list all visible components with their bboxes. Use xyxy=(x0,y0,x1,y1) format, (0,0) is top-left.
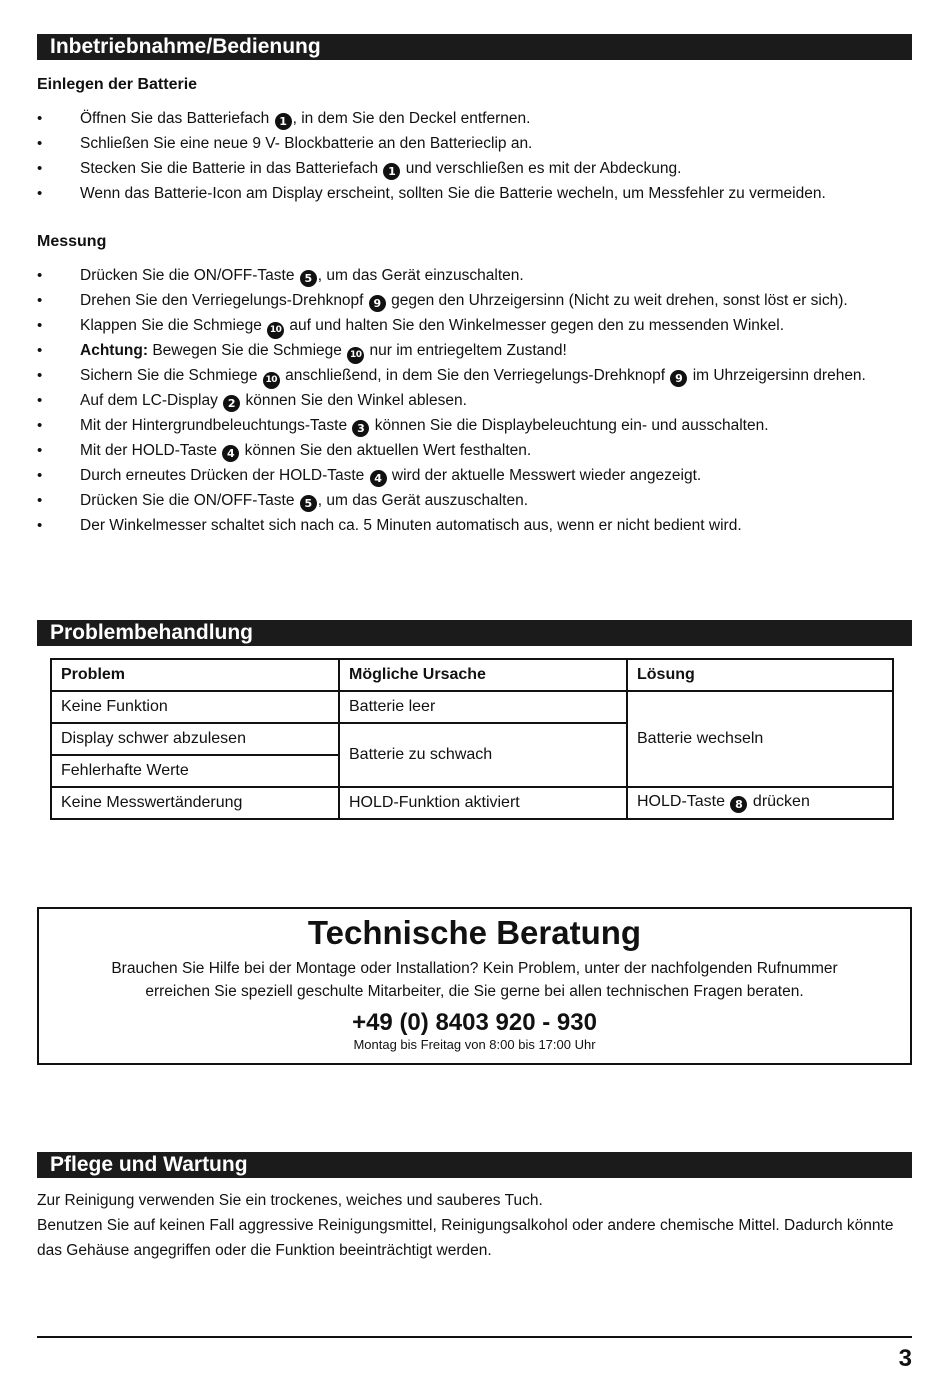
problem-cell: Keine Messwertänderung xyxy=(51,787,339,819)
item-text: nur im entriegeltem Zustand! xyxy=(365,342,567,359)
item-text: anschließend, in dem Sie den Verriegelungs-Drehknopf xyxy=(280,367,670,384)
technical-support-box xyxy=(37,907,912,1065)
number-1-icon: 1 xyxy=(383,163,400,180)
item-text: Wenn das Batterie-Icon am Display erscheint, sollten Sie die Batterie wecheln, um Messfehler zu vermeiden. xyxy=(80,185,826,202)
list-item xyxy=(37,131,907,156)
troubleshooting-table xyxy=(50,658,894,820)
item-text: Öffnen Sie das Batteriefach xyxy=(80,110,274,127)
cause-cell: Batterie leer xyxy=(339,691,627,723)
problem-cell: Keine Funktion xyxy=(51,691,339,723)
number-9-icon: 9 xyxy=(369,295,386,312)
tech-text-line: erreichen Sie speziell geschulte Mitarbeiter, die Sie gerne bei allen technischen Fragen beraten. xyxy=(145,983,804,1000)
list-item xyxy=(37,438,907,463)
list-item xyxy=(37,413,907,438)
tech-phone-number: +49 (0) 8403 920 - 930 xyxy=(352,1009,597,1036)
item-text: wird der aktuelle Messwert wieder angezeigt. xyxy=(387,467,702,484)
problem-cell: Display schwer abzulesen xyxy=(51,723,339,755)
list-item xyxy=(37,388,907,413)
number-3-icon: 3 xyxy=(352,420,369,437)
item-text: im Uhrzeigersinn drehen. xyxy=(688,367,866,384)
item-text: Drehen Sie den Verriegelungs-Drehknopf xyxy=(80,292,368,309)
list-item xyxy=(37,338,907,363)
header-solution: Lösung xyxy=(627,659,893,691)
table-row xyxy=(51,691,893,723)
tech-description xyxy=(39,957,910,1003)
item-text: Der Winkelmesser schaltet sich nach ca. 5 Minuten automatisch aus, wenn er nicht bedient wird. xyxy=(80,517,742,534)
list-item xyxy=(37,263,907,288)
battery-list xyxy=(37,106,907,206)
item-text: , in dem Sie den Deckel entfernen. xyxy=(292,110,531,127)
number-2-icon: 2 xyxy=(223,395,240,412)
item-text: Mit der HOLD-Taste xyxy=(80,442,222,459)
solution-cell xyxy=(627,787,893,819)
item-text: , um das Gerät einzuschalten. xyxy=(317,267,524,284)
solution-text: drücken xyxy=(748,793,810,810)
item-text: Bewegen Sie die Schmiege xyxy=(148,342,347,359)
measurement-heading: Messung xyxy=(37,233,107,250)
item-text: Durch erneutes Drücken der HOLD-Taste xyxy=(80,467,369,484)
item-text: Klappen Sie die Schmiege xyxy=(80,317,267,334)
problem-cell: Fehlerhafte Werte xyxy=(51,755,339,787)
list-item xyxy=(37,181,907,206)
care-line: das Gehäuse angegriffen oder die Funktion beeinträchtigt werden. xyxy=(37,1242,492,1259)
item-text: Mit der Hintergrundbeleuchtungs-Taste xyxy=(80,417,352,434)
solution-text: HOLD-Taste xyxy=(637,793,730,810)
number-4-icon: 4 xyxy=(370,470,387,487)
care-line: Benutzen Sie auf keinen Fall aggressive Reinigungsmittel, Reinigungsalkohol oder andere chemische Mittel. Dadurch könnte xyxy=(37,1217,894,1234)
item-text: Schließen Sie eine neue 9 V- Blockbatterie an den Batterieclip an. xyxy=(80,135,533,152)
list-item xyxy=(37,463,907,488)
care-text xyxy=(37,1188,912,1263)
list-item xyxy=(37,156,907,181)
item-text: Sichern Sie die Schmiege xyxy=(80,367,262,384)
item-text: Drücken Sie die ON/OFF-Taste xyxy=(80,267,299,284)
battery-heading: Einlegen der Batterie xyxy=(37,76,198,93)
list-item xyxy=(37,488,907,513)
solution-cell: Batterie wechseln xyxy=(627,691,893,787)
item-text: können Sie den aktuellen Wert festhalten. xyxy=(240,442,532,459)
list-item xyxy=(37,363,907,388)
item-text: Auf dem LC-Display xyxy=(80,392,223,409)
list-item xyxy=(37,313,907,338)
number-5-icon: 5 xyxy=(300,270,317,287)
number-1-icon: 1 xyxy=(275,113,292,130)
cause-cell: Batterie zu schwach xyxy=(339,723,627,787)
header-problem: Problem xyxy=(51,659,339,691)
cause-cell: HOLD-Funktion aktiviert xyxy=(339,787,627,819)
item-text: auf und halten Sie den Winkelmesser gegen den zu messenden Winkel. xyxy=(285,317,785,334)
page-number: 3 xyxy=(898,1345,912,1372)
item-text: , um das Gerät auszuschalten. xyxy=(317,492,529,509)
number-9-icon: 9 xyxy=(670,370,687,387)
care-line: Zur Reinigung verwenden Sie ein trockenes, weiches und sauberes Tuch. xyxy=(37,1192,543,1209)
number-10-icon: 10 xyxy=(267,322,284,339)
tech-text-line: Brauchen Sie Hilfe bei der Montage oder Installation? Kein Problem, unter der nachfolgenden Rufnummer xyxy=(111,960,838,977)
item-text: können Sie die Displaybeleuchtung ein- und ausschalten. xyxy=(370,417,769,434)
section-heading-troubleshooting: Problembehandlung xyxy=(37,620,912,646)
tech-title: Technische Beratung xyxy=(307,914,642,951)
warning-label: Achtung: xyxy=(80,342,149,359)
section-heading-care: Pflege und Wartung xyxy=(37,1152,912,1178)
header-cause: Mögliche Ursache xyxy=(339,659,627,691)
number-10-icon: 10 xyxy=(263,372,280,389)
footer-divider xyxy=(37,1336,912,1338)
list-item xyxy=(37,288,907,313)
tech-hours: Montag bis Freitag von 8:00 bis 17:00 Uhr xyxy=(353,1037,596,1052)
number-4-icon: 4 xyxy=(222,445,239,462)
section-heading-operation: Inbetriebnahme/Bedienung xyxy=(37,34,912,60)
item-text: und verschließen es mit der Abdeckung. xyxy=(401,160,682,177)
item-text: gegen den Uhrzeigersinn (Nicht zu weit drehen, sonst löst er sich). xyxy=(386,292,848,309)
number-8-icon: 8 xyxy=(730,796,747,813)
list-item xyxy=(37,106,907,131)
number-10-icon: 10 xyxy=(347,347,364,364)
number-5-icon: 5 xyxy=(300,495,317,512)
list-item xyxy=(37,513,907,538)
table-header-row xyxy=(51,659,893,691)
measurement-list xyxy=(37,263,907,538)
item-text: Drücken Sie die ON/OFF-Taste xyxy=(80,492,299,509)
item-text: können Sie den Winkel ablesen. xyxy=(241,392,467,409)
item-text: Stecken Sie die Batterie in das Batteriefach xyxy=(80,160,383,177)
table-row xyxy=(51,787,893,819)
